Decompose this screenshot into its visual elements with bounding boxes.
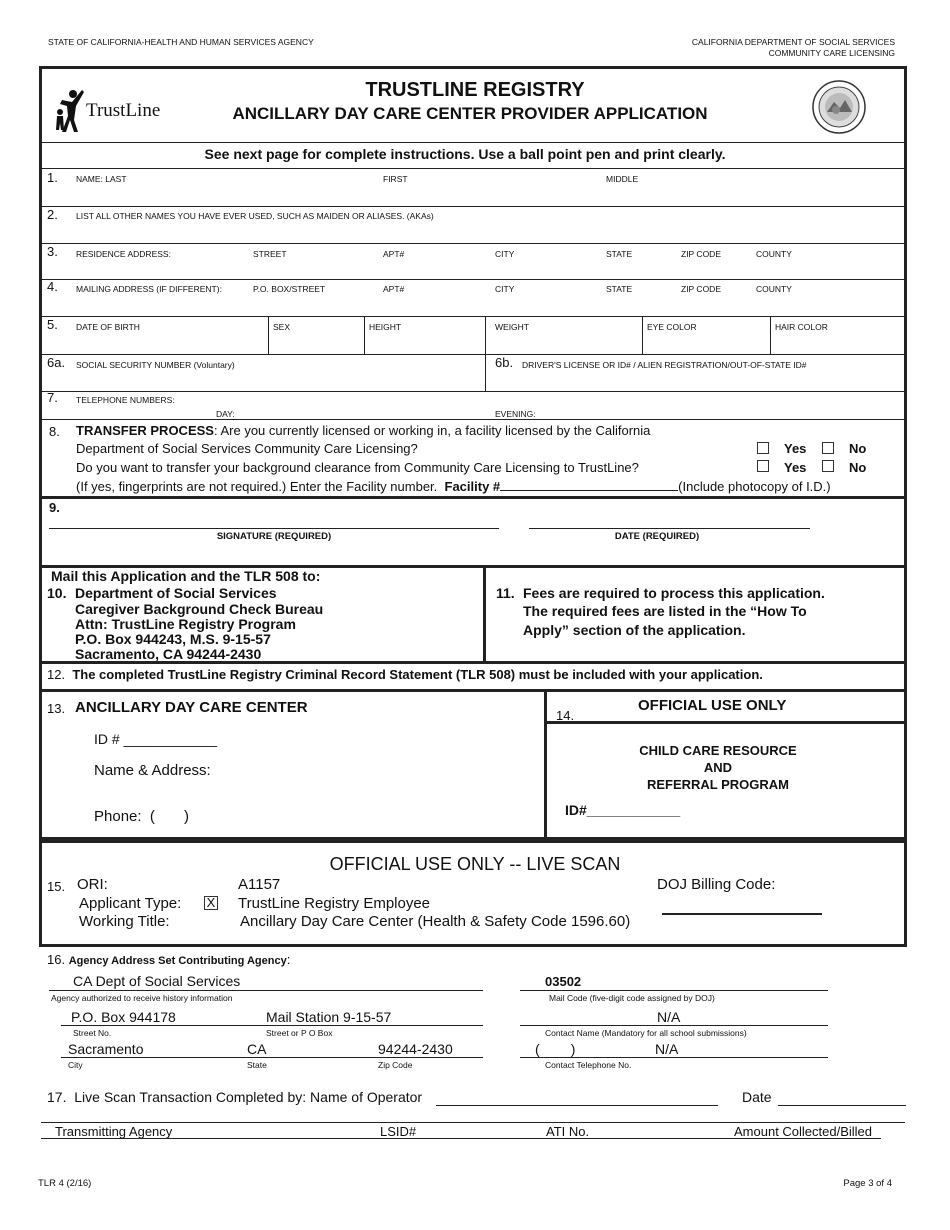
telephone-day-label: DAY: [216,409,235,419]
fees-line-1: Fees are required to process this application. [523,585,825,601]
operator-label: Live Scan Transaction Completed by: Name of Operator [74,1089,423,1105]
facility-number-input[interactable] [500,490,678,491]
divider [642,317,643,354]
ccrr-line-2: AND [703,760,733,775]
agency-name-caption: Agency authorized to receive history information [51,993,233,1003]
zip-caption: Zip Code [378,1060,413,1070]
ssn-label: SOCIAL SECURITY NUMBER (Voluntary) [76,360,235,370]
mailing-county-label: COUNTY [756,284,792,294]
operator-line [47,1089,422,1105]
hair-color-label: HAIR COLOR [775,322,828,332]
mailing-street-label: P.O. BOX/STREET [253,284,326,294]
divider [770,317,771,354]
item-number-14: 14. [556,708,575,723]
form-id: TLR 4 (2/16) [38,1178,92,1189]
divider [41,316,905,317]
ori-label: ORI: [77,876,108,893]
fees-line-2: The required fees are listed in the “How To [523,603,807,619]
item-number-9: 9. [49,500,60,515]
ccrr-line-1: CHILD CARE RESOURCE [639,743,797,758]
page-number: Page 3 of 4 [843,1178,892,1189]
state-value: CA [247,1041,267,1057]
item-number-6b: 6b. [495,355,514,370]
divider [364,317,365,354]
divider [41,419,905,420]
eye-color-label: EYE COLOR [647,322,697,332]
instructions-line: See next page for complete instructions. Use a ball point pen and print clearly. [204,146,726,162]
mail-address-line-1: Department of Social Services [75,585,277,601]
residence-state-label: STATE [606,249,633,259]
divider [41,206,905,207]
street-no-value: P.O. Box 944178 [71,1009,176,1025]
applicant-type-value: TrustLine Registry Employee [238,895,431,912]
item-number-5: 5. [47,317,58,332]
height-label: HEIGHT [369,322,402,332]
signature-input[interactable] [49,528,499,529]
ancillary-id-field[interactable]: ID # ____________ [94,731,217,747]
item-number-4: 4. [47,279,58,294]
residence-zip-label: ZIP CODE [681,249,721,259]
fees-line-3: Apply” section of the application. [523,622,746,638]
mailing-apt-label: APT# [383,284,405,294]
operator-date-label: Date [742,1089,772,1105]
mail-address-line-3: Attn: TrustLine Registry Program [75,616,296,632]
divider [41,661,905,664]
residence-address-label: RESIDENCE ADDRESS: [76,249,171,259]
item-number-3: 3. [47,244,58,259]
q1-no-checkbox[interactable] [822,442,834,454]
date-input[interactable] [529,528,810,529]
divider [41,689,905,692]
residence-city-label: CITY [495,249,515,259]
mailing-zip-label: ZIP CODE [681,284,721,294]
heading-colon: : [286,952,291,967]
divider [520,1025,828,1026]
divider [41,354,905,355]
tlr508-notice-text: The completed TrustLine Registry Criminal Record Statement (TLR 508) must be included with your application. [72,667,763,682]
item-number-1: 1. [47,170,58,185]
transfer-process-label: TRANSFER PROCESS [76,423,214,438]
ancillary-name-address-label: Name & Address: [94,762,211,779]
sex-label: SEX [273,322,291,332]
form-title: TRUSTLINE REGISTRY [365,79,585,101]
transfer-question-2: Do you want to transfer your background clearance from Community Care Licensing to TrustLine? [76,460,639,475]
agency-header-right-1: CALIFORNIA DEPARTMENT OF SOCIAL SERVICES [691,37,895,47]
divider [41,1138,881,1139]
divider [546,721,905,724]
residence-street-label: STREET [253,249,287,259]
agency-header-left: STATE OF CALIFORNIA-HEALTH AND HUMAN SERVICES AGENCY [48,37,314,47]
item-number-10: 10. [47,585,67,601]
street-no-caption: Street No. [73,1028,112,1038]
item-number-7: 7. [47,390,58,405]
divider [520,1057,828,1058]
q2-yes-checkbox[interactable] [757,460,769,472]
transfer-question-1-cont: Department of Social Services Community Care Licensing? [76,441,418,456]
aka-label: LIST ALL OTHER NAMES YOU HAVE EVER USED, SUCH AS MAIDEN OR ALIASES. (AKAs) [76,211,434,221]
weight-label: WEIGHT [495,322,529,332]
contact-name-value: N/A [657,1009,681,1025]
transfer-question-1-text: : Are you currently licensed or working in, a facility licensed by the California [213,423,651,438]
street-po-value: Mail Station 9-15-57 [266,1009,392,1025]
item-number-17: 17. [47,1089,67,1105]
divider [49,990,483,991]
lsid-label: LSID# [380,1124,417,1139]
q1-yes-label: Yes [784,441,807,456]
telephone-evening-label: EVENING: [495,409,536,419]
item-number-2: 2. [47,207,58,222]
operator-name-input[interactable] [436,1105,718,1106]
zip-value: 94244-2430 [378,1041,453,1057]
doj-billing-input[interactable] [662,913,822,915]
item-number-13: 13. [47,701,66,716]
contact-name-caption: Contact Name (Mandatory for all school submissions) [545,1028,747,1038]
divider [41,496,905,499]
transfer-question-1 [76,423,650,438]
divider [41,142,905,143]
applicant-type-label: Applicant Type: [79,895,182,912]
mail-address-line-4: P.O. Box 944243, M.S. 9-15-57 [75,631,271,647]
item-number-11: 11. [496,585,515,601]
city-value: Sacramento [68,1041,144,1057]
mail-address-line-5: Sacramento, CA 94244-2430 [75,646,262,662]
name-last-label: NAME: LAST [76,174,127,184]
divider [41,391,905,392]
ancillary-heading: ANCILLARY DAY CARE CENTER [75,699,308,716]
name-middle-label: MIDDLE [606,174,639,184]
q2-no-checkbox[interactable] [822,460,834,472]
mailing-city-label: CITY [495,284,515,294]
signature-label: SIGNATURE (REQUIRED) [216,531,332,542]
amount-label: Amount Collected/Billed [734,1124,873,1139]
divider [268,317,269,354]
state-caption: State [247,1060,267,1070]
doj-billing-label: DOJ Billing Code: [657,876,776,893]
mail-code-value: 03502 [545,974,582,989]
name-first-label: FIRST [383,174,408,184]
residence-apt-label: APT# [383,249,405,259]
contact-phone-caption: Contact Telephone No. [545,1060,632,1070]
item-number-8: 8. [49,424,60,439]
applicant-type-checkbox[interactable]: X [204,896,218,910]
mail-heading: Mail this Application and the TLR 508 to: [51,568,321,584]
item-number-6a: 6a. [47,355,66,370]
facility-number-line [76,479,831,494]
date-label: DATE (REQUIRED) [614,531,700,542]
item-number-16: 16. [47,952,66,967]
form-subtitle: ANCILLARY DAY CARE CENTER PROVIDER APPLICATION [232,104,708,123]
mail-code-caption: Mail Code (five-digit code assigned by DOJ) [549,993,715,1003]
q1-yes-checkbox[interactable] [757,442,769,454]
ccrr-id-field[interactable]: ID#____________ [565,802,681,818]
mailing-state-label: STATE [606,284,633,294]
contributing-agency-heading [47,952,290,967]
city-caption: City [68,1060,83,1070]
item-number-12: 12. [47,667,66,682]
q1-no-label: No [849,441,867,456]
drivers-license-label: DRIVER'S LICENSE OR ID# / ALIEN REGISTRATION/OUT-OF-STATE ID# [522,360,807,370]
mail-address-line-2: Caregiver Background Check Bureau [75,601,324,617]
contact-phone-value: N/A [655,1041,679,1057]
contact-phone-paren: ( ) [535,1041,576,1057]
contributing-agency-heading-text: Agency Address Set Contributing Agency [68,955,287,967]
divider [544,690,547,840]
q2-yes-label: Yes [784,460,807,475]
divider [41,168,905,169]
item-number-15: 15. [47,879,66,894]
operator-date-input[interactable] [778,1105,906,1106]
dob-label: DATE OF BIRTH [76,322,140,332]
divider [61,1057,483,1058]
divider [61,1025,483,1026]
ati-label: ATI No. [546,1124,590,1139]
trustline-logo-text: TrustLine [86,100,161,121]
ancillary-phone-label: Phone: ( ) [94,808,190,825]
q2-no-label: No [849,460,867,475]
official-use-heading: OFFICIAL USE ONLY [638,697,787,714]
divider [41,1122,905,1123]
divider [520,990,828,991]
working-title-label: Working Title: [79,913,170,930]
divider [41,279,905,280]
residence-county-label: COUNTY [756,249,792,259]
divider [41,243,905,244]
livescan-heading: OFFICIAL USE ONLY -- LIVE SCAN [329,854,621,874]
street-po-caption: Street or P O Box [266,1028,333,1038]
facility-instructions: (If yes, fingerprints are not required.) Enter the Facility number. [76,479,438,494]
agency-header-right-2: COMMUNITY CARE LICENSING [768,48,895,58]
facility-photocopy-note: (Include photocopy of I.D.) [678,479,831,494]
tlr508-notice [47,667,763,682]
mailing-address-label: MAILING ADDRESS (IF DIFFERENT): [76,284,222,294]
telephone-label: TELEPHONE NUMBERS: [76,395,175,405]
ccrr-line-3: REFERRAL PROGRAM [646,777,790,792]
transmitting-agency-label: Transmitting Agency [55,1124,173,1139]
working-title-value: Ancillary Day Care Center (Health & Safety Code 1596.60) [240,913,631,930]
facility-number-label: Facility # [444,479,501,494]
ori-value: A1157 [238,876,281,893]
agency-name-value: CA Dept of Social Services [73,973,241,989]
divider [483,566,486,662]
